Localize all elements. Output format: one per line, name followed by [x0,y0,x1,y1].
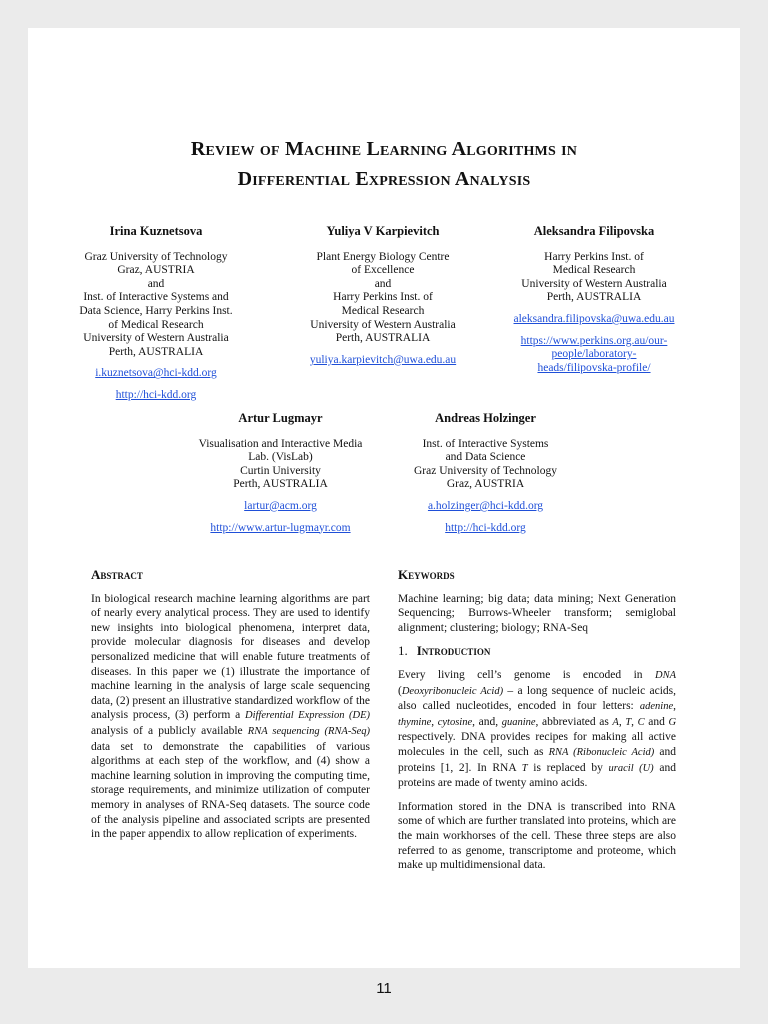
author-url-line: people/laboratory- [551,348,637,361]
author-block-holzinger [388,412,583,535]
affiliation-line: Inst. of Interactive Systems and [83,291,229,304]
affiliation-line: University of Western Australia [310,318,456,331]
affiliation-line: Graz University of Technology [84,250,228,263]
author-block-karpievitch [288,225,478,367]
affiliation-line: Plant Energy Biology Centre [316,250,450,263]
author-block-kuznetsova [56,225,256,403]
affiliation-line: and Data Science [445,451,526,464]
author-email-link[interactable]: i.kuznetsova@hci-kdd.org [95,367,217,380]
right-column [398,568,676,882]
author-block-filipovska [488,225,700,375]
author-name: Andreas Holzinger [435,411,536,425]
affiliation-line: Inst. of Interactive Systems [422,437,549,450]
affiliation-line: University of Western Australia [521,277,667,290]
keywords-text: Machine learning; big data; data mining; Next Generation Sequencing; Burrows-Wheeler transform; semiglobal alignment; clustering; biology; RNA-Seq [398,592,676,634]
affiliation-line: Curtin University [240,464,321,477]
abstract-heading: Abstract [91,567,143,582]
paper-title [28,134,740,194]
affiliation-line: Harry Perkins Inst. of [544,250,644,263]
abstract-section [91,568,370,851]
affiliation-line: Perth, AUSTRALIA [108,345,204,358]
author-name: Irina Kuznetsova [109,224,203,238]
title-line-2: Differential Expression Analysis [237,168,531,190]
paper-page [28,28,740,968]
introduction-heading [398,644,676,659]
affiliation-line: and [374,277,392,290]
affiliation-line: Lab. (VisLab) [248,451,313,464]
section-title: Introduction [416,643,491,659]
author-email-link[interactable]: aleksandra.filipovska@uwa.edu.au [513,312,675,325]
author-url-link[interactable]: http://hci-kdd.org [445,521,526,534]
author-email-link[interactable]: yuliya.karpievitch@uwa.edu.au [309,353,457,366]
keywords-heading: Keywords [398,567,455,582]
affiliation-line: Graz, AUSTRIA [446,478,525,491]
affiliation-line: Harry Perkins Inst. of [333,291,433,304]
affiliation-line: Perth, AUSTRALIA [335,332,431,345]
author-url-link[interactable]: http://www.artur-lugmayr.com [210,521,351,534]
author-name: Aleksandra Filipovska [533,224,655,238]
intro-paragraph-1: Every living cell’s genome is encoded in DNA (Deoxyribonucleic Acid) – a long sequence of nucleic acids, also called nucleotides, encoded in four letters: adenine, thymine, cytosine, and, guanine, abbreviated as A, T, C and G respectively. DNA provides recipes for making all active molecules in the cell, such as RNA (Ribonucleic Acid) and proteins [1, 2]. In RNA T is replaced by uracil (U) and proteins are made of twenty amino acids. [398,668,677,790]
author-block-lugmayr [173,412,388,535]
author-url-line: https://www.perkins.org.au/our- [520,334,668,347]
author-email-link[interactable]: a.holzinger@hci-kdd.org [427,499,544,512]
author-email-link[interactable]: lartur@acm.org [244,499,317,512]
affiliation-line: of Medical Research [108,318,204,331]
affiliation-line: Medical Research [552,264,636,277]
affiliation-line: Visualisation and Interactive Media [198,437,363,450]
author-name: Yuliya V Karpievitch [326,224,440,238]
author-url-link[interactable] [488,335,700,376]
title-line-1: Review of Machine Learning Algorithms in [190,138,578,160]
author-name: Artur Lugmayr [238,411,323,425]
affiliation-line: Perth, AUSTRALIA [546,291,642,304]
author-url-link[interactable]: http://hci-kdd.org [115,388,197,401]
affiliation-line: Graz, AUSTRIA [117,264,195,277]
affiliation-line: Graz University of Technology [413,464,557,477]
affiliation-line: of Excellence [351,264,415,277]
page-number: 11 [376,980,392,997]
affiliation-line: Perth, AUSTRALIA [233,478,328,491]
affiliation-line: University of Western Australia [83,332,229,345]
author-url-line: heads/filipovska-profile/ [537,361,651,374]
intro-paragraph-2: Information stored in the DNA is transcribed into RNA some of which are further translated into proteins, which are the main workhorses of the cell. These three steps are also referred to as genome, transcriptome and proteome, which make up multidimensional data. [398,800,676,872]
abstract-text: In biological research machine learning algorithms are part of nearly every analytical process. They are used to identify new insights into biological phenomena, interpret data, provide molecular diagnosis for diseases and develop personalized medicine that will enable future treatments of diseases. In this paper we (1) illustrate the importance of machine learning in the analysis of large scale sequencing data, (2) present an illustrative standardized workflow of the analysis process, (3) perform a Differential Expression (DE) analysis of a publicly available RNA sequencing (RNA-Seq) data set to demonstrate the capabilities of various algorithms at each step of the workflow, and (4) show a machine learning solution in improving the computing time, storage requirements, and minimize utilization of computer memory in analyses of RNA-Seq datasets. The source code of the analysis pipeline and associated scripts are presented in the paper appendix to allow replication of experiments. [91,592,370,841]
affiliation-line: Data Science, Harry Perkins Inst. [79,304,233,317]
section-number: 1. [398,643,408,659]
affiliation-line: Medical Research [341,304,425,317]
affiliation-line: and [147,277,165,290]
